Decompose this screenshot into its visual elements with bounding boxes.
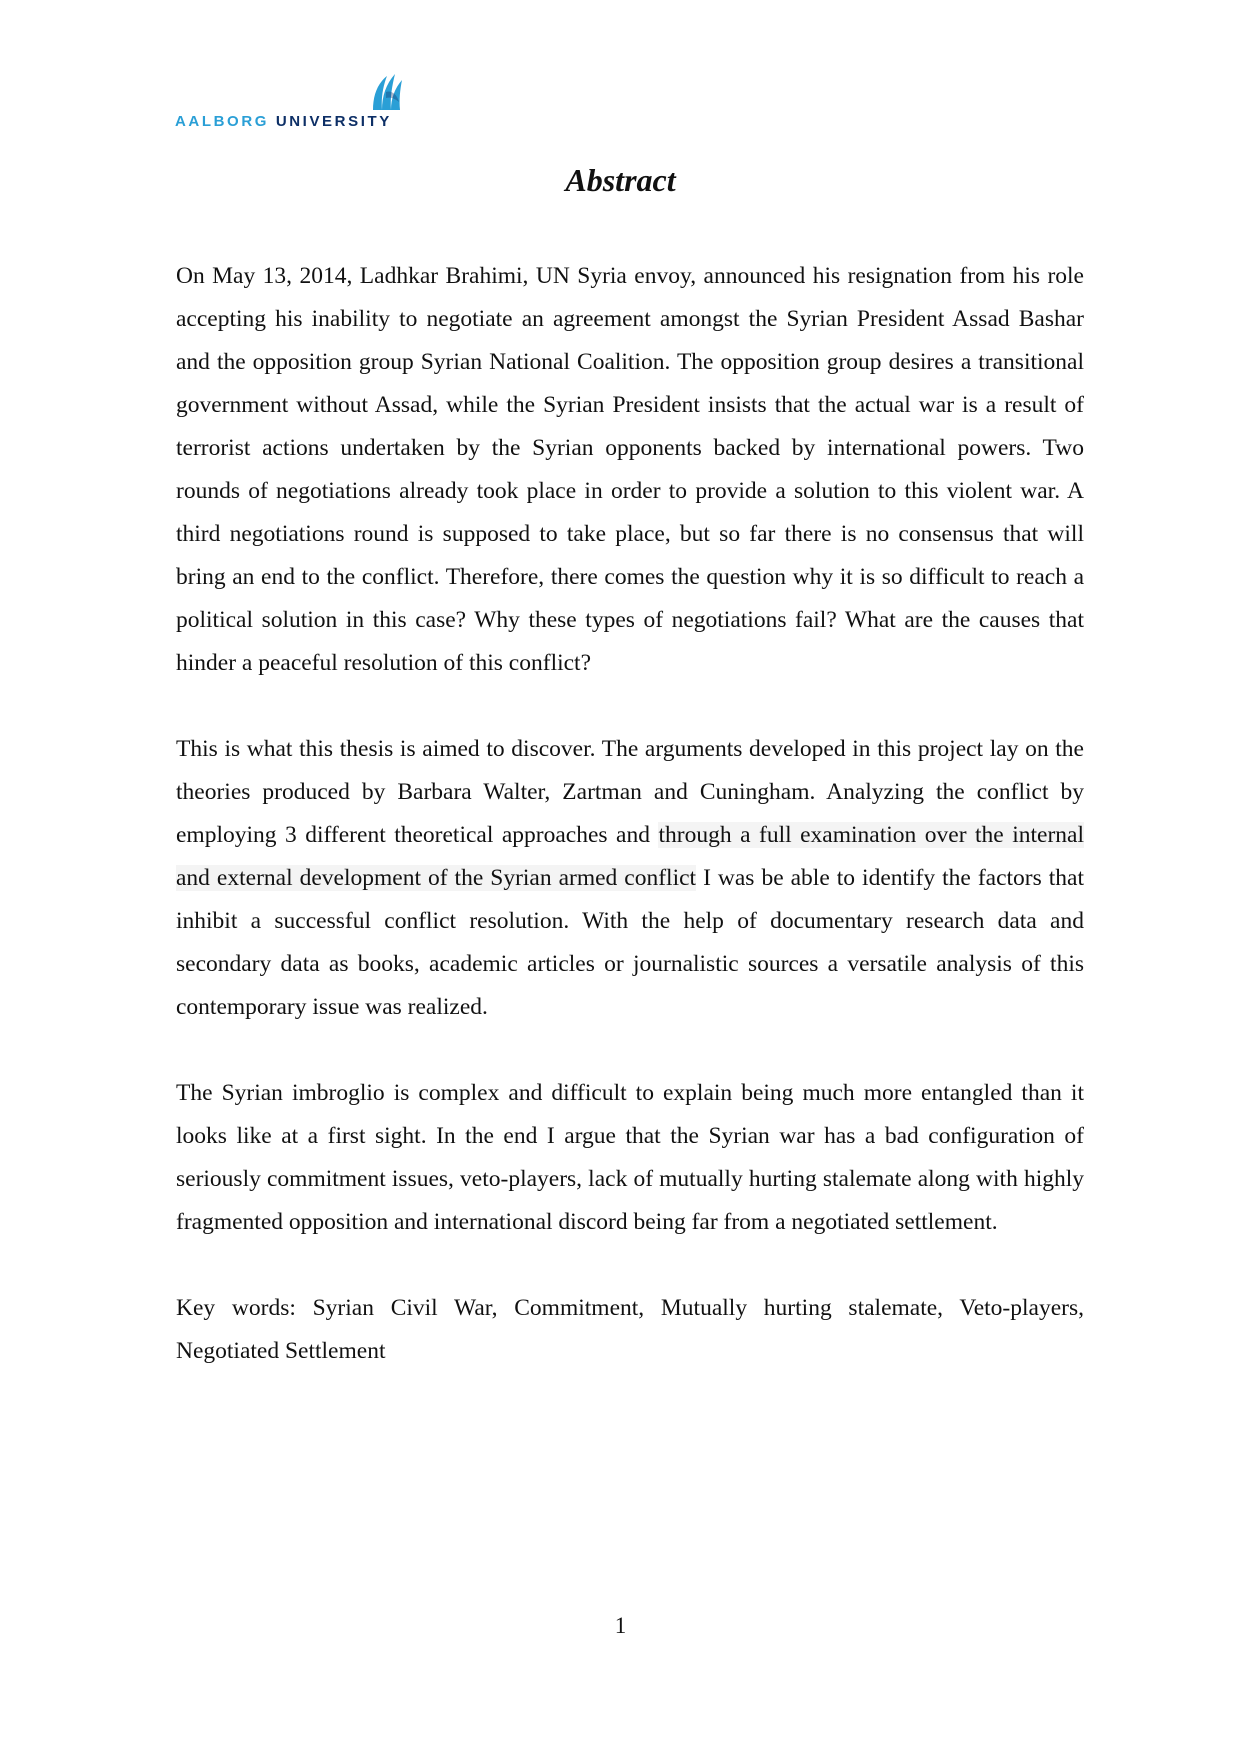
aalborg-wave-icon (367, 72, 403, 110)
logo-word-aalborg: AALBORG (175, 113, 270, 130)
page-title: Abstract (565, 162, 676, 198)
paragraph-2-text-end: I was be able to identify the factors that inhibit a successful conflict resolution. With the help of documentary research data and secondary data as books, academic articles or journalistic sources a versatile analysis of this contemporary issue was realized. (176, 865, 1084, 1020)
logo-text (175, 114, 392, 129)
highlighted-text: through a full examination over the internal and external development of the Syrian armed conflict (176, 822, 1084, 891)
abstract-body (176, 255, 1084, 1373)
page-number: 1 (614, 1613, 627, 1638)
logo-word-university: UNIVERSITY (275, 113, 392, 130)
paragraph-2-text: This is what this thesis is aimed to discover. The arguments developed in this project lay on the theories produced by Barbara Walter, Zartman and Cuningham. Analyzing the conflict by employing 3 different theoretical approaches and (176, 736, 1084, 848)
paragraph-1: On May 13, 2014, Ladhkar Brahimi, UN Syria envoy, announced his resignation from his role accepting his inability to negotiate an agreement amongst the Syrian President Assad Bashar and the opposition group Syrian National Coalition. The opposition group desires a transitional government without Assad, while the Syrian President insists that the actual war is a result of terrorist actions undertaken by the Syrian opponents backed by international powers. Two rounds of negotiations already took place in order to provide a solution to this violent war. A third negotiations round is supposed to take place, but so far there is no consensus that will bring an end to the conflict. Therefore, there comes the question why it is so difficult to reach a political solution in this case? Why these types of negotiations fail? What are the causes that hinder a peaceful resolution of this conflict? (176, 263, 1084, 676)
keywords: Key words: Syrian Civil War, Commitment, Mutually hurting stalemate, Veto-players, Negotiated Settlement (176, 1295, 1084, 1364)
paragraph-3: The Syrian imbroglio is complex and difficult to explain being much more entangled than it looks like at a first sight. In the end I argue that the Syrian war has a bad configuration of seriously commitment issues, veto-players, lack of mutually hurting stalemate along with highly fragmented opposition and international discord being far from a negotiated settlement. (176, 1080, 1084, 1235)
aalborg-university-logo (175, 72, 420, 132)
paragraph-2 (176, 728, 1084, 1029)
